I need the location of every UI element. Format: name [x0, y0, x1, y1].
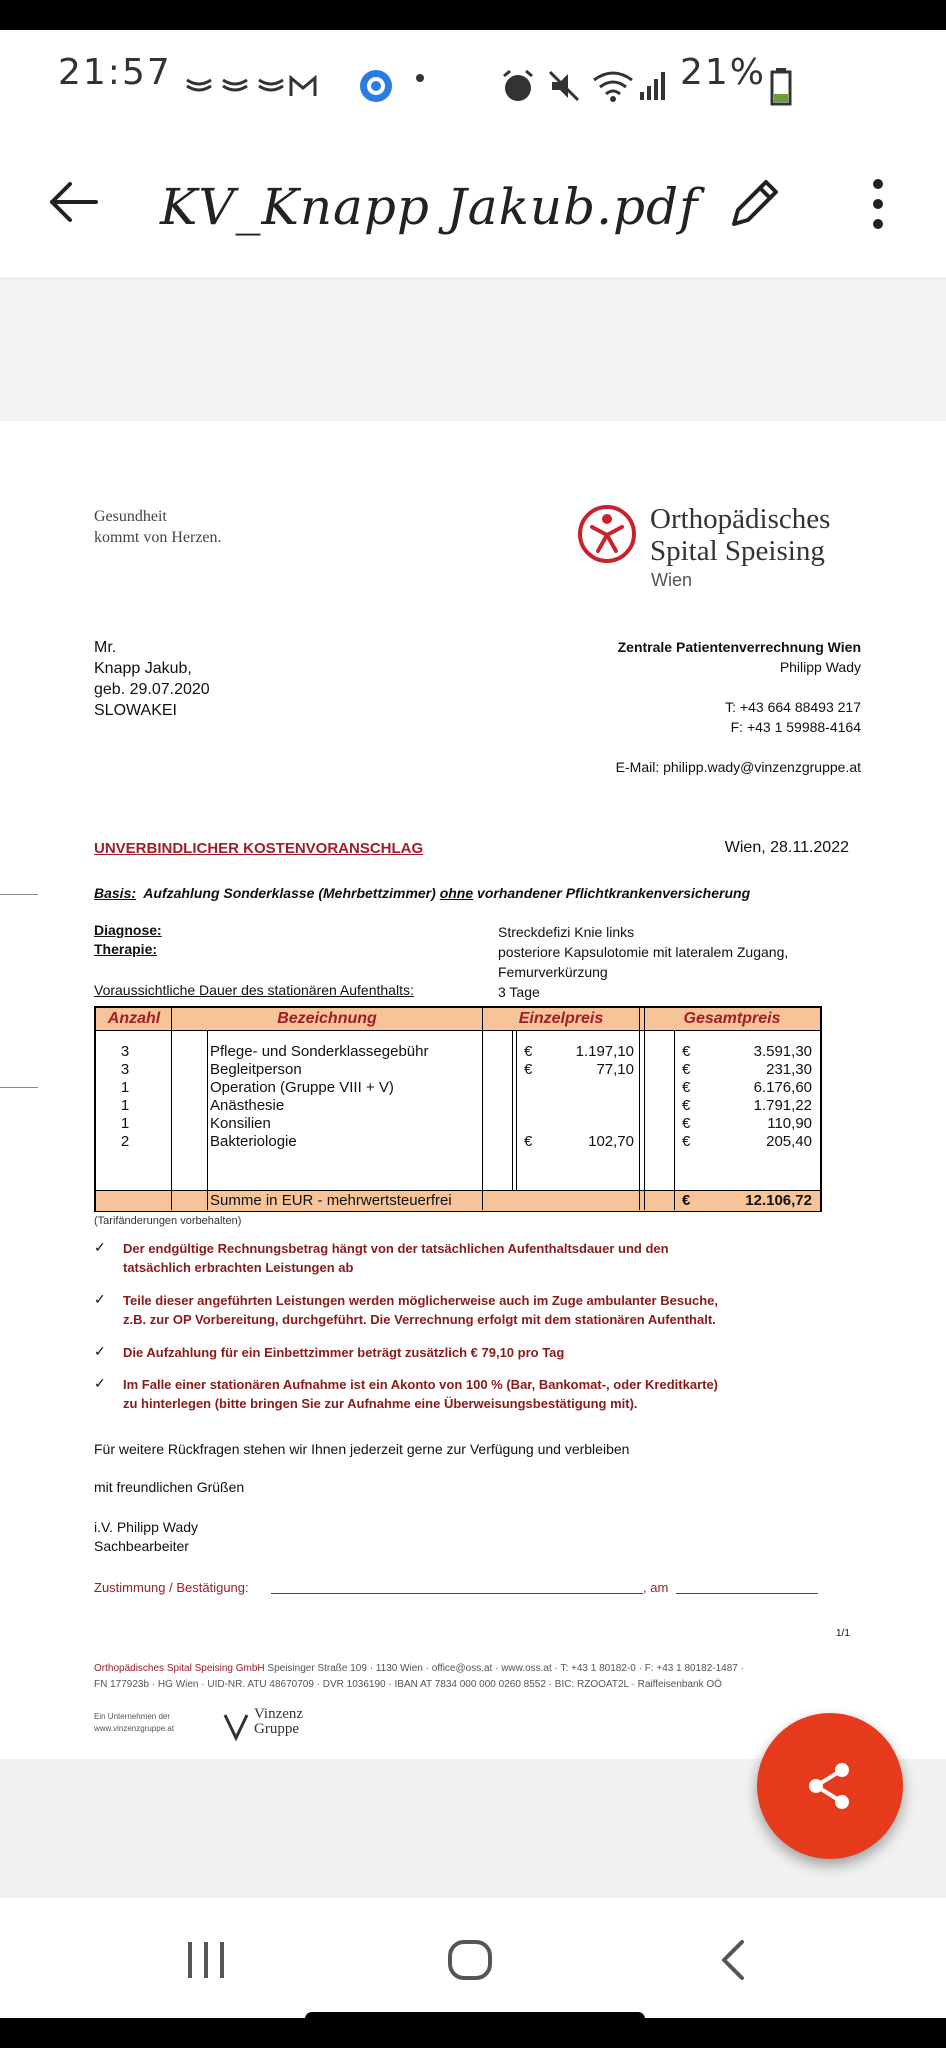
note-1: Der endgültige Rechnungsbetrag hängt von der tatsächlichen Aufenthaltsdauer und den tatsächlich erbrachten Leistungen ab [123, 1241, 669, 1275]
check-icon: ✓ [94, 1375, 106, 1391]
currency-symbol: € [682, 1133, 691, 1150]
check-icon: ✓ [94, 1291, 106, 1307]
margin-line [0, 894, 38, 895]
currency-symbol: € [682, 1115, 691, 1132]
document-date: Wien, 28.11.2022 [724, 839, 849, 856]
share-icon [802, 1758, 858, 1814]
signal-icon [638, 70, 670, 102]
vinzenz-logo-icon [222, 1711, 250, 1741]
more-notifications-dot [416, 74, 424, 82]
table-row-total: 6.176,60 [753, 1079, 812, 1096]
page-number: 1/1 [836, 1628, 850, 1639]
col-divider [512, 1030, 513, 1190]
gesture-pill [305, 2012, 645, 2026]
signature-line [271, 1593, 643, 1594]
table-row-qty: 1 [120, 1097, 130, 1114]
home-icon[interactable] [446, 1938, 494, 1982]
currency-symbol: € [682, 1097, 691, 1114]
table-row-total: 110,90 [767, 1115, 812, 1132]
edit-pencil-icon[interactable] [726, 174, 784, 232]
table-row-qty: 3 [120, 1061, 130, 1078]
currency-symbol: € [682, 1079, 691, 1096]
table-row-desc: Begleitperson [210, 1061, 302, 1078]
duration-label: Voraussichtliche Dauer des stationären Aufenthalts: [94, 982, 414, 998]
note-3: Die Aufzahlung für ein Einbettzimmer beträgt zusätzlich € 79,10 pro Tag [123, 1345, 565, 1360]
hospital-name: Orthopädisches Spital Speising [650, 503, 831, 567]
group-note: Ein Unternehmen der www.vinzenzgruppe.at [94, 1712, 175, 1733]
consent-label: Zustimmung / Bestätigung: [94, 1580, 249, 1595]
note-4: Im Falle einer stationären Aufnahme ist ein Akonto von 100 % (Bar, Bankomat-, oder Kreditkarte) zu hinterlegen (bitte bringen Sie zur Aufnahme eine Überweisungsbestätigung mit). [123, 1377, 719, 1411]
currency-symbol: € [682, 1192, 691, 1209]
col-divider [644, 1008, 645, 1210]
battery-icon [770, 68, 792, 106]
col-divider [516, 1030, 517, 1190]
more-options-icon[interactable] [868, 174, 888, 234]
diagnose-label: Diagnose: [94, 922, 162, 938]
document-title: KV_Knapp Jakub.pdf [160, 178, 699, 236]
table-row-qty: 2 [120, 1133, 130, 1150]
date-label: , am [643, 1580, 669, 1595]
table-row-total: 3.591,30 [753, 1043, 812, 1060]
table-row-desc: Bakteriologie [210, 1133, 297, 1150]
back-arrow-icon[interactable] [46, 180, 98, 224]
table-row-qty: 1 [120, 1079, 130, 1096]
hospital-logo-icon [576, 503, 638, 565]
diagnose-therapie-values: Streckdefizi Knie links posteriore Kapsulotomie mit lateralem Zugang, Femurverkürzung 3 Tage [498, 924, 789, 1000]
basis-line: Basis: Aufzahlung Sonderklasse (Mehrbettzimmer) ohne vorhandener Pflichtkrankenversicherung [94, 885, 751, 901]
table-row-unit-price: 77,10 [596, 1061, 634, 1078]
alarm-icon [498, 68, 538, 104]
signature: i.V. Philipp Wady Sachbearbeiter [94, 1519, 199, 1554]
table-row-desc: Pflege- und Sonderklassegebühr [210, 1043, 429, 1060]
table-row-qty: 3 [120, 1043, 130, 1060]
table-row-total: 1.791,22 [753, 1097, 812, 1114]
col-divider [482, 1008, 483, 1210]
status-time: 21:57 [58, 52, 172, 93]
table-row-unit-price: 102,70 [588, 1133, 634, 1150]
document-heading: UNVERBINDLICHER KOSTENVORANSCHLAG [94, 840, 424, 857]
table-row-total: 205,40 [766, 1133, 812, 1150]
check-icon: ✓ [94, 1343, 106, 1359]
mute-icon [546, 68, 582, 104]
currency-symbol: € [682, 1043, 691, 1060]
top-frame [0, 0, 946, 30]
col-divider [207, 1030, 208, 1210]
back-nav-icon[interactable] [718, 1938, 748, 1982]
closing-line: Für weitere Rückfragen stehen wir Ihnen jederzeit gerne zur Verfügung und verbleiben [94, 1441, 630, 1457]
recent-apps-icon[interactable] [186, 1940, 226, 1980]
pdf-page [0, 421, 946, 1759]
battery-percent: 21% [680, 52, 767, 93]
wifi-icon [590, 68, 636, 104]
note-2: Teile dieser angeführten Leistungen werden möglicherweise auch im Zuge ambulanter Besuche, z.B. zur OP Vorbereitung, durchgeführt. Die Verrechnung erfolgt mit dem stationären Aufenthalt. [123, 1293, 719, 1327]
currency-symbol: € [682, 1061, 691, 1078]
check-icon: ✓ [94, 1239, 106, 1255]
slogan: Gesundheit kommt von Herzen. [94, 508, 222, 546]
col-header-einzelpreis: Einzelpreis [518, 1010, 604, 1027]
table-row-desc: Operation (Gruppe VIII + V) [210, 1079, 394, 1096]
date-line [676, 1593, 818, 1594]
greeting: mit freundlichen Grüßen [94, 1479, 245, 1495]
col-divider [639, 1008, 640, 1210]
tariff-note: (Tarifänderungen vorbehalten) [94, 1215, 242, 1227]
messenger-icon [358, 68, 394, 104]
sum-label: Summe in EUR - mehrwertsteuerfrei [210, 1192, 452, 1209]
sender-info: Zentrale Patientenverrechnung Wien Philipp Wady T: +43 664 88493 217 F: +43 1 59988-4164 E-Mail: philipp.wady@vinzenzgruppe.at [615, 639, 861, 775]
therapie-label: Therapie: [94, 941, 158, 957]
group-name: Vinzenz Gruppe [254, 1706, 304, 1737]
table-row-qty: 1 [120, 1115, 130, 1132]
app-bar [0, 118, 946, 279]
table-row-total: 231,30 [766, 1061, 812, 1078]
col-divider [171, 1008, 172, 1210]
currency-symbol: € [524, 1061, 533, 1078]
price-table [94, 1006, 822, 1212]
table-row-desc: Anästhesie [210, 1097, 285, 1114]
col-divider [674, 1030, 675, 1210]
status-bar [0, 30, 946, 118]
hospital-city: Wien [651, 570, 693, 590]
viewer-background [0, 279, 946, 421]
recipient-address: Mr. Knapp Jakub, geb. 29.07.2020 SLOWAKEI [94, 639, 210, 719]
share-button[interactable] [757, 1713, 903, 1859]
col-header-bezeichnung: Bezeichnung [277, 1010, 377, 1027]
currency-symbol: € [524, 1133, 533, 1150]
currency-symbol: € [524, 1043, 533, 1060]
navigation-bar [0, 1898, 946, 2018]
page-footer: Orthopädisches Spital Speising GmbH Speisinger Straße 109 · 1130 Wien · office@oss.at · www.oss.at · T: +43 1 80182-0 · F: +43 1 80182-1487 · FN 177923b · HG Wien · UID-NR. ATU 48670709 · DVR 1036190 · IBAN AT 7834 000 000 0260 8552 · BIC: RZOOAT2L · Raiffeisenbank OÖ [94, 1663, 744, 1690]
sum-value: 12.106,72 [745, 1192, 812, 1209]
margin-line [0, 1087, 38, 1088]
notification-icons [185, 74, 335, 98]
table-row-desc: Konsilien [210, 1115, 271, 1132]
col-header-anzahl: Anzahl [107, 1010, 161, 1027]
table-row-unit-price: 1.197,10 [575, 1043, 634, 1060]
col-header-gesamtpreis: Gesamtpreis [683, 1010, 781, 1027]
